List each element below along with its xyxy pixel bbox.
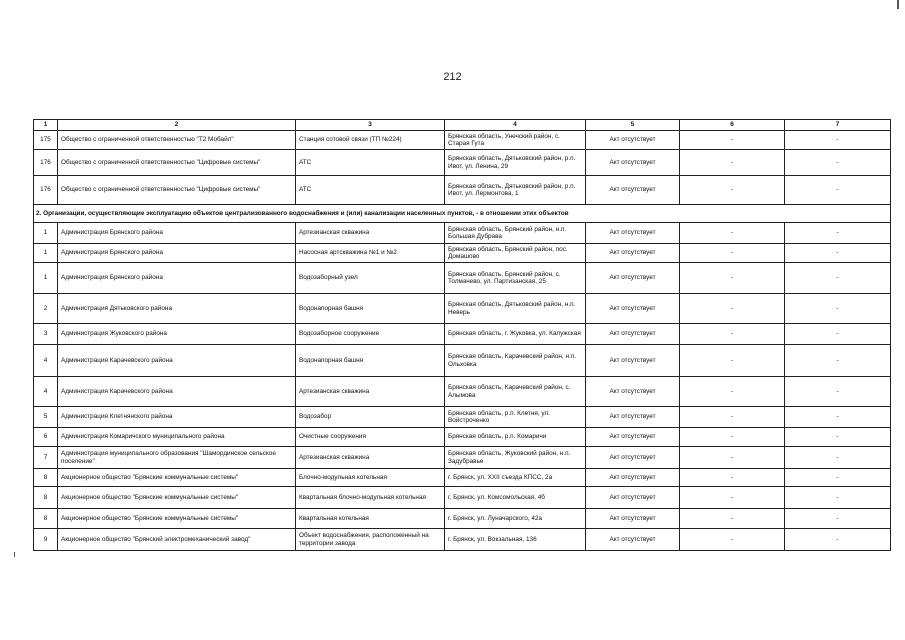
column-6-value: - <box>680 428 785 447</box>
object-address: Брянская область, г. Жуковка, ул. Калужская <box>445 324 586 345</box>
column-7-value: - <box>785 345 891 377</box>
organization-name: Администрация Комаричского муниципального района <box>58 428 296 447</box>
act-status: Акт отсутствует <box>586 244 680 263</box>
column-header: 5 <box>586 120 680 131</box>
organization-name: Администрация Брянского района <box>58 244 296 263</box>
table-row <box>34 223 891 244</box>
column-7-value: - <box>785 487 891 509</box>
row-number: 5 <box>34 407 58 428</box>
table-header-row <box>34 120 891 131</box>
object-name: Квартальная котельная <box>296 509 445 529</box>
object-address: г. Брянск, ул. XXII съезда КПСС, 2а <box>445 469 586 487</box>
object-address: Брянская область, Дятьковский район, н.п. Неверь <box>445 294 586 324</box>
object-name: Квартальная блочно-модульная котельная <box>296 487 445 509</box>
column-6-value: - <box>680 223 785 244</box>
column-7-value: - <box>785 529 891 551</box>
column-6-value: - <box>680 244 785 263</box>
column-7-value: - <box>785 176 891 205</box>
row-number: 1 <box>34 263 58 294</box>
column-header: 6 <box>680 120 785 131</box>
organization-name: Администрация Брянского района <box>58 223 296 244</box>
row-number: 2 <box>34 294 58 324</box>
organization-name: Акционерное общество "Брянский электромеханический завод" <box>58 529 296 551</box>
column-6-value: - <box>680 263 785 294</box>
object-name: Артезианская скважина <box>296 377 445 407</box>
act-status: Акт отсутствует <box>586 263 680 294</box>
act-status: Акт отсутствует <box>586 407 680 428</box>
object-name: АТС <box>296 150 445 176</box>
column-6-value: - <box>680 324 785 345</box>
act-status: Акт отсутствует <box>586 447 680 469</box>
column-7-value: - <box>785 377 891 407</box>
table-row <box>34 294 891 324</box>
row-number: 4 <box>34 377 58 407</box>
row-number: 6 <box>34 428 58 447</box>
organization-name: Администрация Карачевского района <box>58 345 296 377</box>
organization-name: Акционерное общество "Брянские коммунальные системы" <box>58 469 296 487</box>
column-header: 1 <box>34 120 58 131</box>
object-address: Брянская область, Брянский район, с. Толмачево, ул. Партизанская, 25 <box>445 263 586 294</box>
scan-mark <box>14 552 15 557</box>
row-number: 176 <box>34 150 58 176</box>
row-number: 1 <box>34 244 58 263</box>
column-6-value: - <box>680 469 785 487</box>
act-status: Акт отсутствует <box>586 428 680 447</box>
column-6-value: - <box>680 345 785 377</box>
column-7-value: - <box>785 469 891 487</box>
column-6-value: - <box>680 447 785 469</box>
column-6-value: - <box>680 529 785 551</box>
column-7-value: - <box>785 428 891 447</box>
object-name: АТС <box>296 176 445 205</box>
organization-name: Акционерное общество "Брянские коммунальные системы" <box>58 487 296 509</box>
column-header: 4 <box>445 120 586 131</box>
object-address: Брянская область, Жуковский район, н.п. Задубравье <box>445 447 586 469</box>
object-name: Станция сотовой связи (ТП №224) <box>296 131 445 150</box>
column-header: 3 <box>296 120 445 131</box>
organization-name: Администрация Брянского района <box>58 263 296 294</box>
object-name: Водонапорная башня <box>296 345 445 377</box>
table-row <box>34 345 891 377</box>
act-status: Акт отсутствует <box>586 131 680 150</box>
column-7-value: - <box>785 447 891 469</box>
organization-name: Администрация Жуковского района <box>58 324 296 345</box>
page-number: 212 <box>443 71 462 83</box>
table-row <box>34 150 891 176</box>
section-heading: 2. Организации, осуществляющие эксплуатацию объектов централизованного водоснабжения и (или) канализации населенных пунктов, - в отношении этих объектов <box>34 205 891 223</box>
objects-table <box>33 119 891 551</box>
object-address: г. Брянск, ул. Вокзальная, 136 <box>445 529 586 551</box>
table-row <box>34 447 891 469</box>
object-address: Брянская область, Брянский район, пос. Домашово <box>445 244 586 263</box>
table-row <box>34 244 891 263</box>
column-7-value: - <box>785 131 891 150</box>
table-row <box>34 487 891 509</box>
column-header: 2 <box>58 120 296 131</box>
row-number: 7 <box>34 447 58 469</box>
column-7-value: - <box>785 294 891 324</box>
object-address: Брянская область, Карачевский район, н.п. Ольховка <box>445 345 586 377</box>
column-6-value: - <box>680 407 785 428</box>
table-row <box>34 377 891 407</box>
object-name: Артезианская скважина <box>296 223 445 244</box>
act-status: Акт отсутствует <box>586 487 680 509</box>
row-number: 8 <box>34 509 58 529</box>
act-status: Акт отсутствует <box>586 509 680 529</box>
column-7-value: - <box>785 324 891 345</box>
row-number: 9 <box>34 529 58 551</box>
organization-name: Общество с ограниченной ответственностью "Т2 Мобайл" <box>58 131 296 150</box>
column-7-value: - <box>785 407 891 428</box>
object-name: Насосная артскважина №1 и №2 <box>296 244 445 263</box>
object-address: Брянская область, Дятьковский район, р.п. Ивот, ул. Лермонтова, 1 <box>445 176 586 205</box>
object-address: г. Брянск, ул. Комсомольская, 4б <box>445 487 586 509</box>
object-address: Брянская область, Унечский район, с. Старая Гута <box>445 131 586 150</box>
act-status: Акт отсутствует <box>586 469 680 487</box>
column-7-value: - <box>785 509 891 529</box>
object-name: Водозаборный узел <box>296 263 445 294</box>
column-6-value: - <box>680 487 785 509</box>
row-number: 175 <box>34 131 58 150</box>
act-status: Акт отсутствует <box>586 324 680 345</box>
row-number: 8 <box>34 487 58 509</box>
scan-mark <box>897 0 899 9</box>
row-number: 4 <box>34 345 58 377</box>
column-6-value: - <box>680 131 785 150</box>
column-7-value: - <box>785 150 891 176</box>
act-status: Акт отсутствует <box>586 529 680 551</box>
organization-name: Администрация Клетнянского района <box>58 407 296 428</box>
column-6-value: - <box>680 509 785 529</box>
column-6-value: - <box>680 176 785 205</box>
object-name: Водозабор <box>296 407 445 428</box>
object-name: Водонапорная башня <box>296 294 445 324</box>
object-address: г. Брянск, ул. Луначарского, 42а <box>445 509 586 529</box>
table-row <box>34 529 891 551</box>
table-row <box>34 263 891 294</box>
organization-name: Администрация Карачевского района <box>58 377 296 407</box>
act-status: Акт отсутствует <box>586 150 680 176</box>
table-row <box>34 324 891 345</box>
column-6-value: - <box>680 294 785 324</box>
section-heading-row <box>34 205 891 223</box>
organization-name: Общество с ограниченной ответственностью "Цифровые системы" <box>58 150 296 176</box>
organization-name: Администрация Дятьковского района <box>58 294 296 324</box>
object-address: Брянская область, р.п. Клетня, ул. Войстроченко <box>445 407 586 428</box>
object-name: Блочно-модульная котельная <box>296 469 445 487</box>
object-address: Брянская область, Брянский район, н.п. Большая Дубрава <box>445 223 586 244</box>
row-number: 1 <box>34 223 58 244</box>
table-row <box>34 469 891 487</box>
column-6-value: - <box>680 377 785 407</box>
object-name: Артезианская скважина <box>296 447 445 469</box>
object-name: Объект водоснабжения, расположенный на территории завода <box>296 529 445 551</box>
act-status: Акт отсутствует <box>586 294 680 324</box>
organization-name: Администрация муниципального образования "Шамординское сельское поселение" <box>58 447 296 469</box>
object-address: Брянская область, Дятьковский район, р.п. Ивот, ул. Ленина, 29 <box>445 150 586 176</box>
act-status: Акт отсутствует <box>586 377 680 407</box>
organization-name: Общество с ограниченной ответственностью "Цифровые системы" <box>58 176 296 205</box>
row-number: 8 <box>34 469 58 487</box>
act-status: Акт отсутствует <box>586 176 680 205</box>
table-row <box>34 131 891 150</box>
table-row <box>34 509 891 529</box>
act-status: Акт отсутствует <box>586 223 680 244</box>
column-6-value: - <box>680 150 785 176</box>
object-address: Брянская область, Карачевский район, с. Алымова <box>445 377 586 407</box>
row-number: 176 <box>34 176 58 205</box>
column-header: 7 <box>785 120 891 131</box>
table-row <box>34 428 891 447</box>
table-row <box>34 176 891 205</box>
row-number: 3 <box>34 324 58 345</box>
object-name: Очистные сооружения <box>296 428 445 447</box>
object-address: Брянская область, р.п. Комаричи <box>445 428 586 447</box>
column-7-value: - <box>785 263 891 294</box>
organization-name: Акционерное общество "Брянские коммунальные системы" <box>58 509 296 529</box>
column-7-value: - <box>785 244 891 263</box>
act-status: Акт отсутствует <box>586 345 680 377</box>
table-row <box>34 407 891 428</box>
column-7-value: - <box>785 223 891 244</box>
object-name: Водозаборное сооружение <box>296 324 445 345</box>
